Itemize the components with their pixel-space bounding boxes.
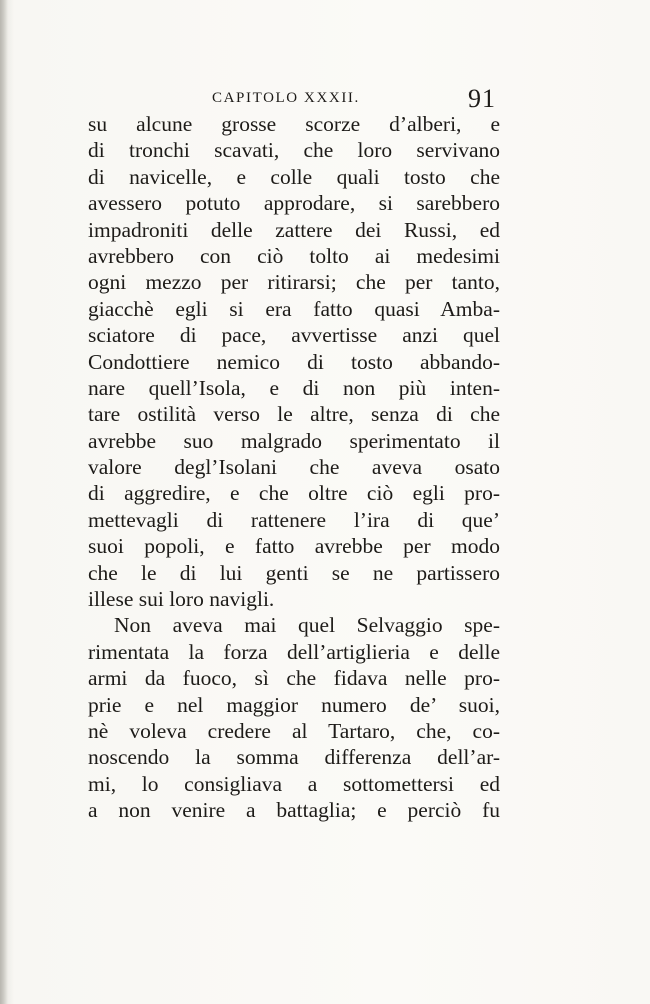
text-line: avessero potuto approdare, si sarebbero [88, 191, 500, 216]
paragraph-end-line: illese sui loro navigli. [88, 587, 275, 612]
spine-shadow [0, 0, 8, 1004]
page-number: 91 [468, 84, 496, 113]
text-line: armi da fuoco, sì che fidava nelle pro- [88, 666, 500, 691]
text-line: che le di lui genti se ne partissero [88, 560, 500, 585]
text-line: di aggredire, e che oltre ciò egli pro- [88, 481, 500, 506]
text-line: nè voleva credere al Tartaro, che, co- [88, 718, 500, 743]
text-line: avrebbe suo malgrado sperimentato il [88, 428, 500, 453]
text-line: suoi popoli, e fatto avrebbe per modo [88, 534, 500, 559]
text-line: di tronchi scavati, che loro servivano [88, 138, 500, 163]
text-line: a non venire a battaglia; e perciò fu [88, 798, 500, 823]
text-line: di navicelle, e colle quali tosto che [88, 164, 500, 189]
text-line: avrebbero con ciò tolto ai medesimi [88, 243, 500, 268]
text-line: noscendo la somma differenza dell’ar- [88, 745, 500, 770]
text-line: nare quell’Isola, e di non più inten- [88, 375, 500, 400]
text-line: mettevagli di rattenere l’ira di que’ [88, 507, 500, 532]
text-line: impadroniti delle zattere dei Russi, ed [88, 217, 500, 242]
text-line: prie e nel maggior numero de’ suoi, [88, 692, 500, 717]
text-line: sciatore di pace, avvertisse anzi quel [88, 323, 500, 348]
text-line: Condottiere nemico di tosto abbando- [88, 349, 500, 374]
text-line: ogni mezzo per ritirarsi; che per tanto, [88, 270, 500, 295]
text-line: valore degl’Isolani che aveva osato [88, 455, 500, 480]
paragraph-start-line: Non aveva mai quel Selvaggio spe- [114, 613, 500, 638]
body-text [88, 111, 500, 824]
text-line: mi, lo consigliava a sottomettersi ed [88, 771, 500, 796]
text-line: giacchè egli si era fatto quasi Amba- [88, 296, 500, 321]
page-header [212, 86, 512, 114]
text-line: rimentata la forza dell’artiglieria e delle [88, 639, 500, 664]
text-line: tare ostilità verso le altre, senza di che [88, 402, 500, 427]
text-line: su alcune grosse scorze d’alberi, e [88, 112, 500, 136]
running-title: CAPITOLO XXXII. [212, 90, 360, 106]
